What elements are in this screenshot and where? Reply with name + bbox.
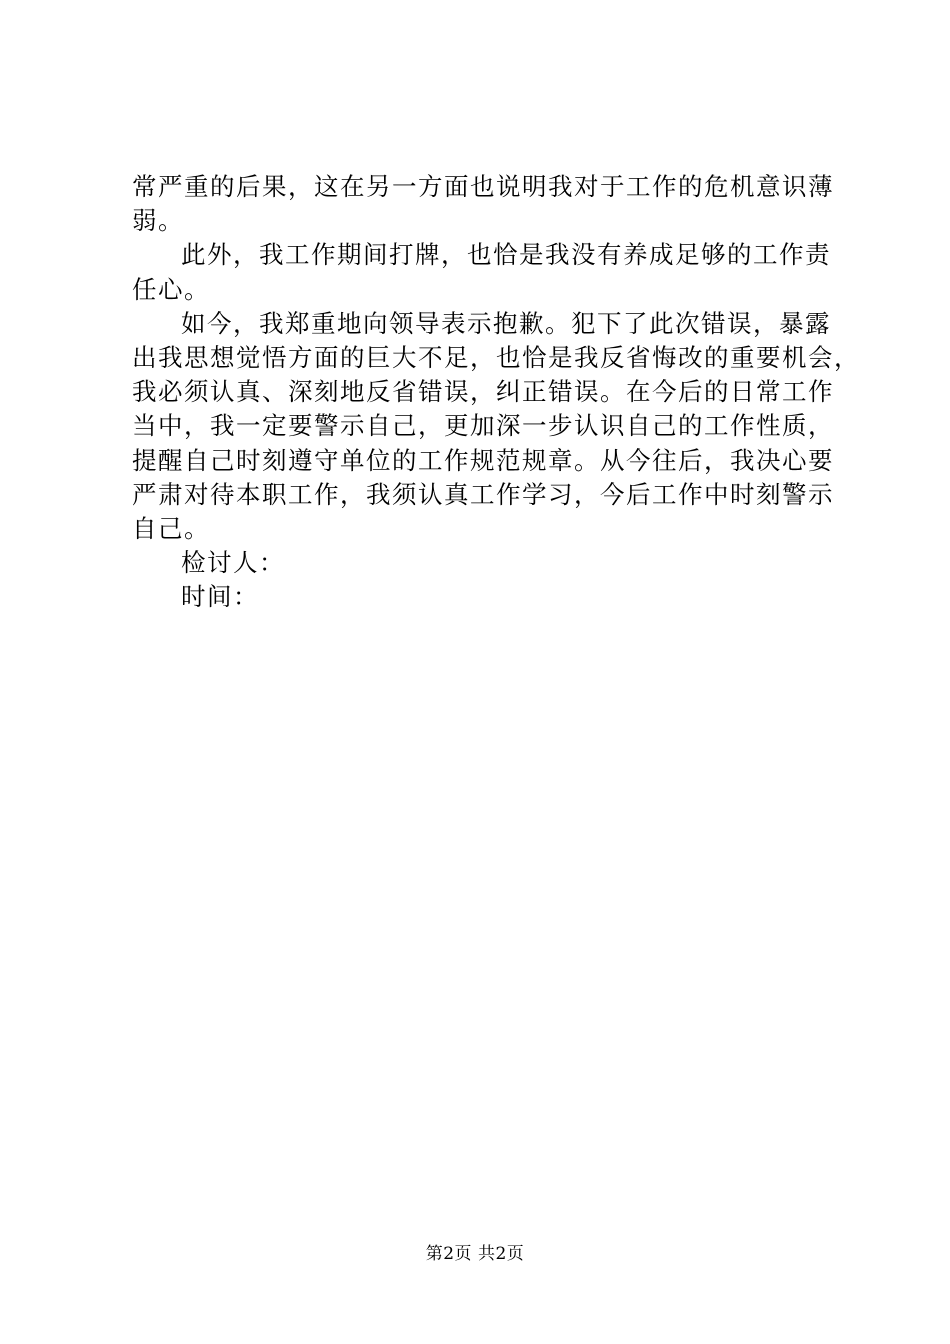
paragraph-start-line: 如今，我郑重地向领导表示抱歉。犯下了此次错误，暴露 <box>181 308 831 338</box>
document-body <box>132 170 860 615</box>
text-line: 当中，我一定要警示自己，更加深一步认识自己的工作性质， <box>132 411 834 441</box>
text-line: 我必须认真、深刻地反省错误，纠正错误。在今后的日常工作 <box>132 377 834 407</box>
text-line: 常严重的后果，这在另一方面也说明我对于工作的危机意识薄 <box>132 172 834 201</box>
page-footer: 第2页 共2页 <box>425 1244 525 1264</box>
text-line: 弱。 <box>132 206 184 236</box>
text-line: 严肃对待本职工作，我须认真工作学习，今后工作中时刻警示 <box>132 479 834 509</box>
text-line: 提醒自己时刻遵守单位的工作规范规章。从今往后，我决心要 <box>132 445 834 475</box>
text-line: 自己。 <box>132 514 210 544</box>
text-line: 出我思想觉悟方面的巨大不足，也恰是我反省悔改的重要机会， <box>132 343 860 373</box>
text-line: 任心。 <box>132 274 210 304</box>
paragraph-start-line: 此外，我工作期间打牌，也恰是我没有养成足够的工作责 <box>181 240 831 270</box>
date-label: 时间： <box>181 582 259 612</box>
signer-label: 检讨人： <box>181 548 285 578</box>
